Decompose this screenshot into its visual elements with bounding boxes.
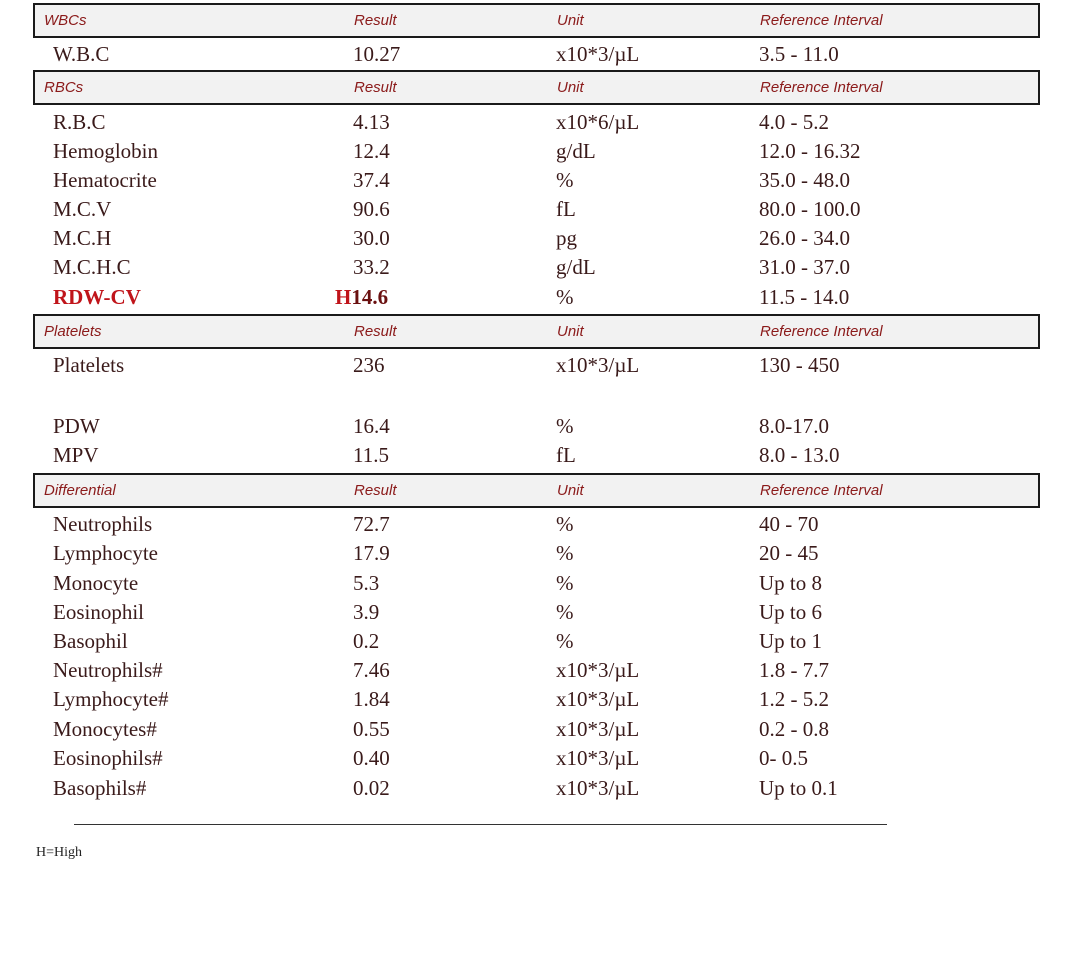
test-unit: x10*3/µL <box>556 687 640 711</box>
test-name: Eosinophils# <box>53 746 163 770</box>
test-name: Neutrophils <box>53 512 153 536</box>
test-reference: 8.0 - 13.0 <box>759 443 840 467</box>
flag-legend: H=High <box>36 845 83 860</box>
test-name: M.C.H.C <box>53 255 131 279</box>
test-result: 236 <box>353 353 385 377</box>
test-reference: Up to 0.1 <box>759 776 838 800</box>
test-name: Hematocrite <box>53 168 157 192</box>
test-name: PDW <box>53 414 100 438</box>
table-row <box>0 226 1080 254</box>
reference-column-header: Reference Interval <box>760 79 883 96</box>
table-row <box>0 658 1080 686</box>
test-reference: 0- 0.5 <box>759 746 808 770</box>
table-row <box>0 776 1080 804</box>
section-title: Differential <box>44 482 116 499</box>
test-name: W.B.C <box>53 42 110 66</box>
test-reference: 80.0 - 100.0 <box>759 197 861 221</box>
table-row <box>0 746 1080 774</box>
test-unit: x10*3/µL <box>556 353 640 377</box>
section-header-platelets <box>33 314 1040 349</box>
test-reference: 0.2 - 0.8 <box>759 717 829 741</box>
section-header-wbcs <box>33 3 1040 38</box>
test-result-value: 14.6 <box>351 285 389 309</box>
test-result: 0.2 <box>353 629 380 653</box>
table-row <box>0 600 1080 628</box>
test-result: 0.02 <box>353 776 390 800</box>
unit-column-header: Unit <box>557 12 584 29</box>
test-name: Lymphocyte <box>53 541 158 565</box>
test-reference: Up to 1 <box>759 629 822 653</box>
section-title: Platelets <box>44 323 102 340</box>
table-row <box>0 414 1080 442</box>
section-title: WBCs <box>44 12 87 29</box>
test-result: 30.0 <box>353 226 390 250</box>
result-column-header: Result <box>354 323 397 340</box>
table-row <box>0 139 1080 167</box>
test-name: RDW-CV <box>53 285 141 309</box>
result-column-header: Result <box>354 12 397 29</box>
table-row <box>0 687 1080 715</box>
table-row <box>0 443 1080 471</box>
table-row <box>0 629 1080 657</box>
test-name: Basophil <box>53 629 128 653</box>
test-name: R.B.C <box>53 110 106 134</box>
unit-column-header: Unit <box>557 482 584 499</box>
reference-column-header: Reference Interval <box>760 482 883 499</box>
test-result: 0.55 <box>353 717 390 741</box>
test-reference: 40 - 70 <box>759 512 819 536</box>
test-name: MPV <box>53 443 99 467</box>
test-result: 11.5 <box>353 443 389 467</box>
test-unit: % <box>556 414 574 438</box>
test-result: 17.9 <box>353 541 390 565</box>
unit-column-header: Unit <box>557 323 584 340</box>
table-row <box>0 353 1080 381</box>
test-result: 4.13 <box>353 110 390 134</box>
table-row <box>0 42 1080 70</box>
test-result <box>335 285 388 310</box>
test-result: 16.4 <box>353 414 390 438</box>
test-name: Hemoglobin <box>53 139 158 163</box>
section-header-rbcs <box>33 70 1040 105</box>
test-reference: 35.0 - 48.0 <box>759 168 850 192</box>
test-result: 7.46 <box>353 658 390 682</box>
table-row <box>0 541 1080 569</box>
test-unit: % <box>556 541 574 565</box>
test-unit: % <box>556 600 574 624</box>
footer-divider <box>74 824 887 825</box>
test-unit: x10*3/µL <box>556 658 640 682</box>
result-column-header: Result <box>354 79 397 96</box>
test-unit: g/dL <box>556 255 596 279</box>
test-unit: % <box>556 571 574 595</box>
test-name: M.C.V <box>53 197 112 221</box>
test-reference: 31.0 - 37.0 <box>759 255 850 279</box>
test-reference: 20 - 45 <box>759 541 819 565</box>
test-name: Neutrophils# <box>53 658 163 682</box>
test-name: Eosinophil <box>53 600 145 624</box>
section-title: RBCs <box>44 79 84 96</box>
test-unit: % <box>556 629 574 653</box>
test-unit: fL <box>556 197 576 221</box>
test-reference: 3.5 - 11.0 <box>759 42 839 66</box>
test-name: Monocyte <box>53 571 139 595</box>
section-header-differential <box>33 473 1040 508</box>
test-result: 10.27 <box>353 42 401 66</box>
test-result: 3.9 <box>353 600 380 624</box>
test-unit: x10*3/µL <box>556 776 640 800</box>
test-name: Basophils# <box>53 776 147 800</box>
test-reference: 12.0 - 16.32 <box>759 139 861 163</box>
result-column-header: Result <box>354 482 397 499</box>
test-unit: x10*6/µL <box>556 110 640 134</box>
test-name: Monocytes# <box>53 717 157 741</box>
table-row <box>0 255 1080 283</box>
table-row <box>0 168 1080 196</box>
table-row <box>0 571 1080 599</box>
test-unit: x10*3/µL <box>556 42 640 66</box>
test-reference: 8.0-17.0 <box>759 414 829 438</box>
test-result: 90.6 <box>353 197 390 221</box>
test-result: 33.2 <box>353 255 390 279</box>
test-unit: % <box>556 285 574 309</box>
test-unit: pg <box>556 226 577 250</box>
high-flag: H <box>335 285 352 309</box>
table-row <box>0 110 1080 138</box>
test-unit: x10*3/µL <box>556 746 640 770</box>
table-row <box>0 512 1080 540</box>
test-unit: g/dL <box>556 139 596 163</box>
test-reference: Up to 6 <box>759 600 822 624</box>
unit-column-header: Unit <box>557 79 584 96</box>
test-reference: 1.2 - 5.2 <box>759 687 829 711</box>
test-unit: % <box>556 168 574 192</box>
test-result: 0.40 <box>353 746 390 770</box>
test-name: M.C.H <box>53 226 112 250</box>
test-unit: x10*3/µL <box>556 717 640 741</box>
test-result: 5.3 <box>353 571 380 595</box>
table-row <box>0 197 1080 225</box>
test-reference: 26.0 - 34.0 <box>759 226 850 250</box>
test-result: 1.84 <box>353 687 390 711</box>
test-reference: 1.8 - 7.7 <box>759 658 829 682</box>
test-result: 72.7 <box>353 512 390 536</box>
test-unit: % <box>556 512 574 536</box>
table-row <box>0 717 1080 745</box>
test-reference: Up to 8 <box>759 571 822 595</box>
test-name: Lymphocyte# <box>53 687 169 711</box>
test-name: Platelets <box>53 353 125 377</box>
reference-column-header: Reference Interval <box>760 323 883 340</box>
test-reference: 130 - 450 <box>759 353 840 377</box>
test-reference: 11.5 - 14.0 <box>759 285 850 309</box>
test-result: 37.4 <box>353 168 390 192</box>
test-result: 12.4 <box>353 139 390 163</box>
table-row-flagged <box>0 285 1080 313</box>
reference-column-header: Reference Interval <box>760 12 883 29</box>
test-unit: fL <box>556 443 576 467</box>
test-reference: 4.0 - 5.2 <box>759 110 829 134</box>
